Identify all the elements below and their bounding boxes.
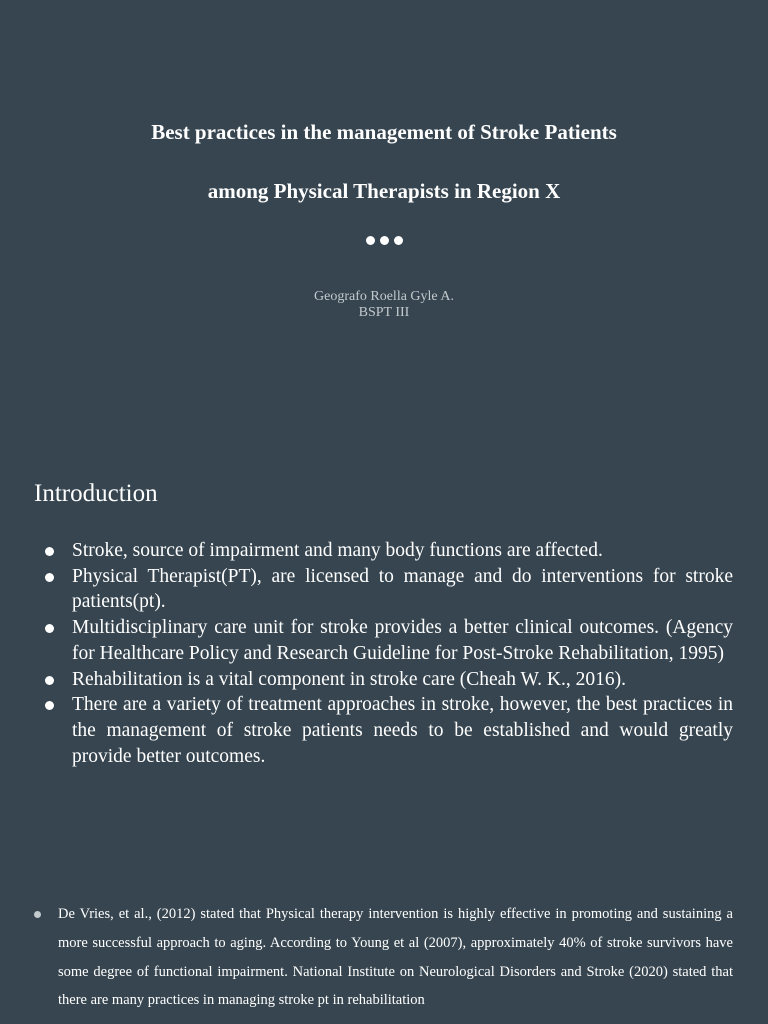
bullet-icon: [45, 573, 54, 582]
title-line-1: Best practices in the management of Stroke Patients: [151, 120, 617, 144]
introduction-heading: Introduction: [34, 480, 158, 507]
introduction-list: [34, 538, 733, 769]
list-item-text: Physical Therapist(PT), are licensed to manage and do interventions for stroke patients(pt).: [72, 565, 733, 613]
list-item: [34, 538, 733, 564]
author-program: BSPT III: [358, 305, 410, 320]
list-item: [34, 615, 733, 666]
bullet-icon: [45, 676, 54, 685]
title-line-2: among Physical Therapists in Region X: [207, 179, 561, 203]
dot: [366, 236, 375, 245]
list-item: [34, 900, 733, 1015]
list-item-text: There are a variety of treatment approaches in stroke, however, the best practices in the management of stroke patients needs to be established and would greatly provide better outcomes.: [72, 694, 733, 767]
dot: [394, 236, 403, 245]
bullet-icon: [45, 701, 54, 710]
literature-list: [34, 900, 733, 1015]
more-dots-icon: [0, 236, 768, 245]
bullet-icon: [45, 624, 54, 633]
author-name: Geografo Roella Gyle A.: [314, 289, 454, 304]
list-item: [34, 667, 733, 693]
list-item-text: Stroke, source of impairment and many body functions are affected.: [72, 540, 603, 561]
list-item-text: Rehabilitation is a vital component in stroke care (Cheah W. K., 2016).: [72, 668, 626, 690]
dot: [380, 236, 389, 245]
list-item-text: De Vries, et al., (2012) stated that Physical therapy intervention is highly effective in promoting and sustaining a more successful approach to aging. According to Young et al (2007), approximately 40% of stroke survivors have some degree of functional impairment. National Institute on Neurological Disorders and Stroke (2020) stated that there are many practices in managing stroke pt in rehabilitation: [58, 906, 733, 1009]
bullet-icon: [45, 547, 54, 556]
author-block: [0, 289, 768, 321]
bullet-icon: [34, 911, 41, 918]
list-item: [34, 692, 733, 769]
list-item-text: Multidisciplinary care unit for stroke provides a better clinical outcomes. (Agency for Healthcare Policy and Research Guideline for Post-Stroke Rehabilitation, 1995): [72, 617, 733, 664]
list-item: [34, 564, 733, 615]
